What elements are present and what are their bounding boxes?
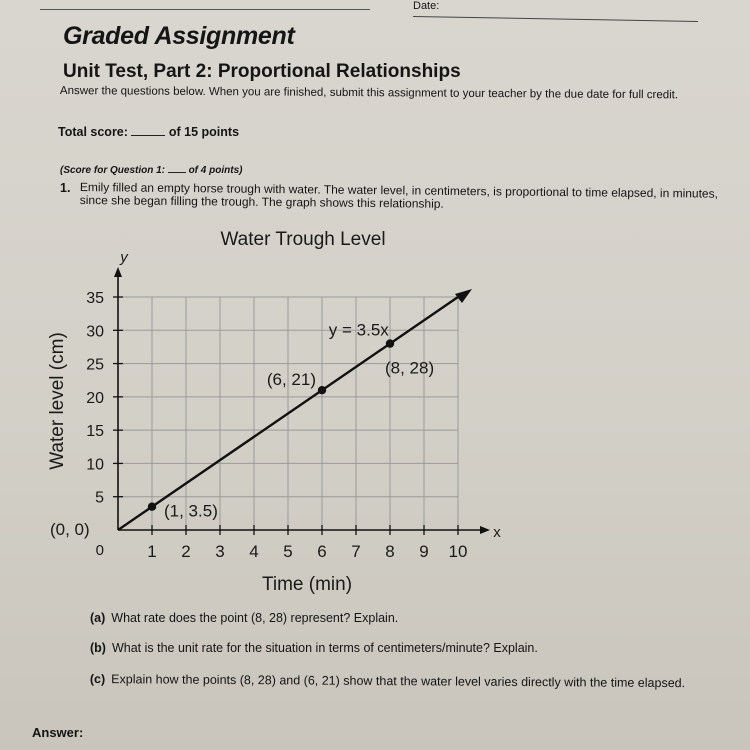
point-label-8-28: (8, 28) bbox=[385, 358, 435, 378]
total-score-label: Total score: bbox=[58, 125, 128, 139]
y-tick-label-15: 15 bbox=[86, 423, 104, 441]
question1-score-suffix: of 4 points) bbox=[188, 165, 243, 176]
part-b bbox=[90, 641, 538, 655]
instructions: Answer the questions below. When you are finished, submit this assignment to your teacher by the due date for full credit. bbox=[59, 85, 679, 102]
point-8-28 bbox=[386, 339, 394, 347]
part-b-text: What is the unit rate for the situation in terms of centimeters/minute? Explain. bbox=[111, 641, 538, 655]
y-tick-label-5: 5 bbox=[95, 489, 104, 507]
part-b-label: (b) bbox=[90, 641, 106, 655]
y-axis-title: Water level (cm) bbox=[47, 332, 68, 470]
point-label-0-0: (0, 0) bbox=[50, 520, 90, 539]
y-tick-label-10: 10 bbox=[86, 456, 104, 474]
assignment-subtitle: Unit Test, Part 2: Proportional Relationships bbox=[63, 61, 461, 82]
point-6-21 bbox=[318, 386, 326, 394]
point-label-1-3.5: (1, 3.5) bbox=[164, 501, 218, 521]
assignment-title: Graded Assignment bbox=[63, 22, 295, 50]
x-tick-label-8: 8 bbox=[385, 542, 395, 561]
total-score-suffix: of 15 points bbox=[168, 125, 240, 139]
part-c-label: (c) bbox=[89, 671, 106, 687]
x-axis-arrow bbox=[480, 526, 490, 534]
x-tick-label-7: 7 bbox=[351, 542, 361, 561]
x-tick-label-1: 1 bbox=[147, 542, 157, 561]
x-tick-label-10: 10 bbox=[448, 542, 468, 561]
y-tick-label-35: 35 bbox=[86, 290, 104, 307]
question1-text: Emily filled an empty horse trough with water. The water level, in centimeters, is proportional to time elapsed, in minutes, since she began filling the trough. The graph shows this relationship. bbox=[79, 180, 719, 211]
date-label: Date: bbox=[413, 0, 440, 12]
part-c-text: Explain how the points (8, 28) and (6, 21) show that the water level varies directly with the time elapsed. bbox=[111, 672, 686, 691]
part-a-label: (a) bbox=[90, 611, 106, 625]
x-axis-letter: x bbox=[493, 524, 501, 541]
question1-score-prefix: (Score for Question 1: bbox=[60, 165, 166, 176]
x-tick-label-4: 4 bbox=[249, 542, 259, 561]
chart-title: Water Trough Level bbox=[220, 229, 386, 250]
y-tick-label-20: 20 bbox=[86, 389, 104, 407]
answer-label: Answer: bbox=[32, 725, 84, 740]
part-a-text: What rate does the point (8, 28) represent? Explain. bbox=[111, 611, 399, 625]
x-tick-label-3: 3 bbox=[215, 542, 225, 561]
y-axis-arrow bbox=[114, 267, 122, 277]
y-axis-letter: y bbox=[120, 249, 128, 266]
equation-label: y = 3.5x bbox=[328, 320, 389, 340]
x-axis-title: Time (min) bbox=[261, 574, 353, 595]
point-1-3.5 bbox=[148, 503, 156, 511]
x-tick-label-9: 9 bbox=[419, 542, 429, 561]
origin-tick-label: 0 bbox=[95, 542, 104, 559]
y-tick-label-25: 25 bbox=[86, 356, 104, 374]
part-c bbox=[90, 668, 730, 694]
y-tick-label-30: 30 bbox=[86, 323, 104, 341]
part-a bbox=[90, 611, 398, 625]
x-tick-label-6: 6 bbox=[317, 542, 327, 561]
question1-number: 1. bbox=[60, 181, 71, 195]
chart-series bbox=[118, 289, 472, 530]
x-tick-label-2: 2 bbox=[181, 542, 191, 561]
x-tick-label-5: 5 bbox=[283, 542, 293, 561]
chart-labels bbox=[47, 229, 501, 595]
point-label-6-21: (6, 21) bbox=[266, 370, 316, 390]
